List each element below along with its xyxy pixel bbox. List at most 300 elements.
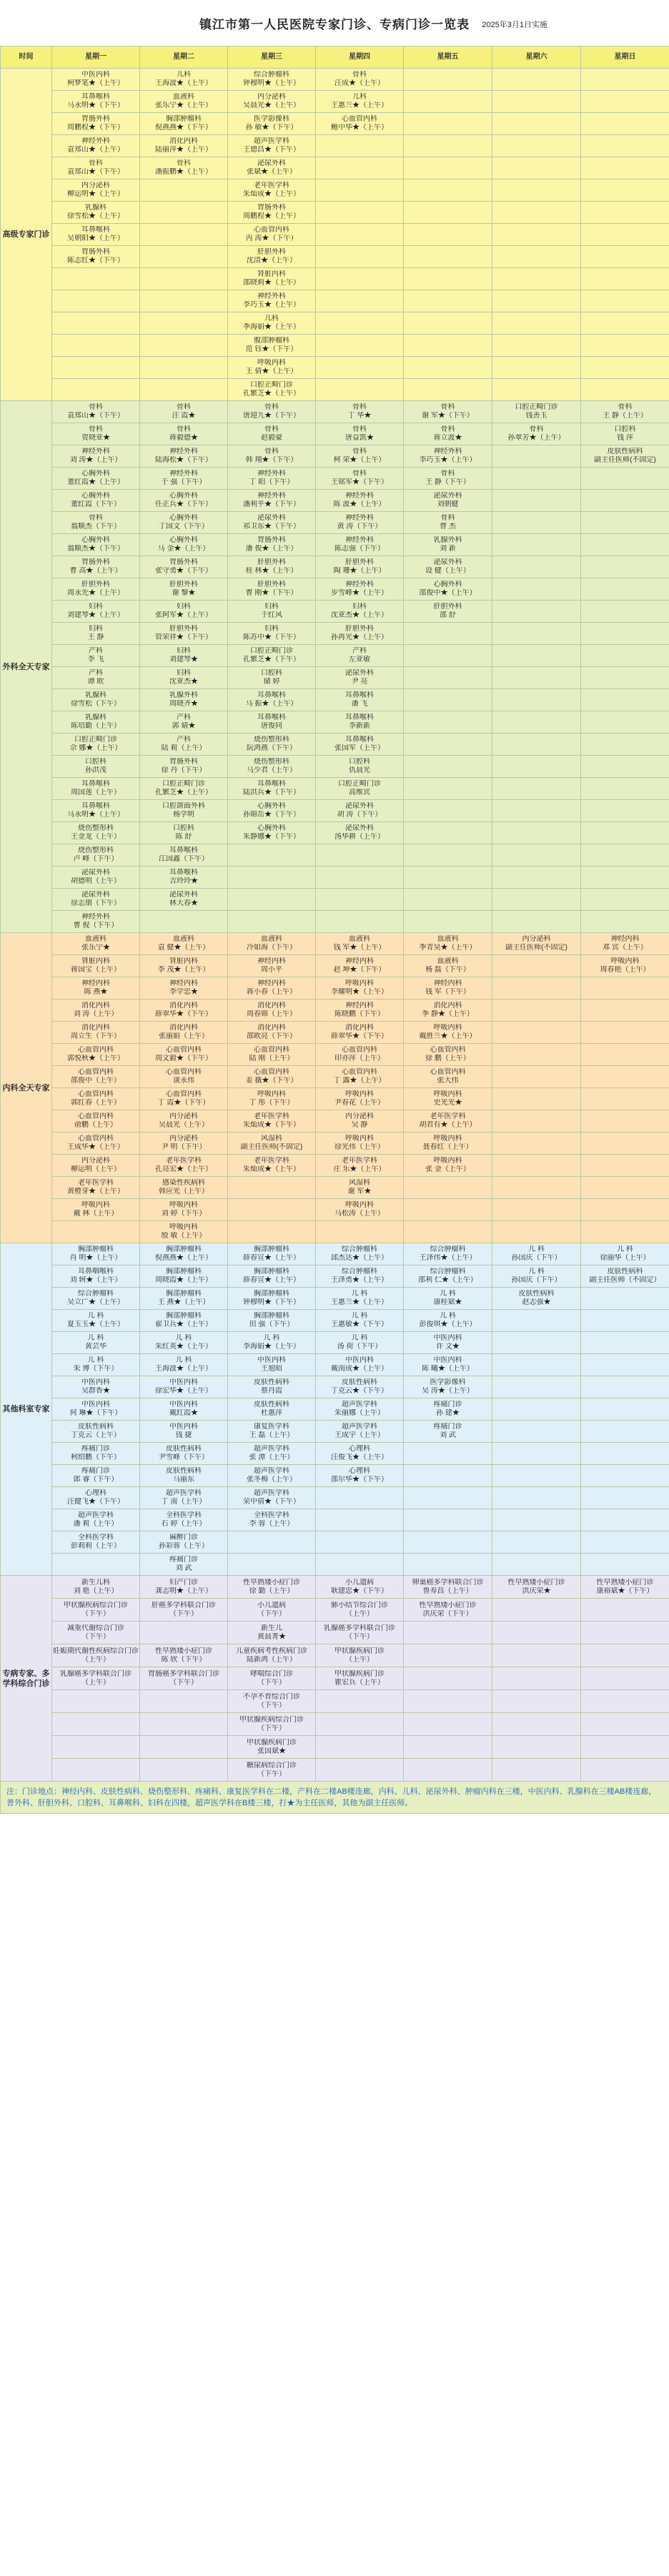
department-name: 超声医学科 — [254, 1467, 289, 1475]
department-name: 肝胆外科 — [345, 558, 374, 566]
department-name: 乳腺癌多学科联合门诊 — [324, 1624, 395, 1632]
department-name: 胃肠外科 — [81, 558, 110, 566]
department-name: 皮肤性病科 — [518, 1290, 555, 1298]
schedule-cell — [492, 91, 581, 113]
doctor-name: 李耀明★（上午） — [331, 988, 388, 996]
schedule-cell — [228, 1110, 316, 1132]
department-name: 烧伤整形科 — [78, 824, 114, 832]
schedule-cell — [492, 69, 581, 91]
schedule-cell — [140, 800, 228, 822]
department-name: 胸部肿瘤科 — [166, 115, 202, 123]
doctor-name: 倪燕燕★（下午） — [155, 124, 212, 132]
department-name: 心血管内科 — [342, 1068, 377, 1076]
doctor-name: 夏玉玉★（上午） — [67, 1321, 124, 1328]
schedule-cell — [492, 113, 581, 135]
doctor-name: （上午） — [81, 1678, 110, 1687]
schedule-cell — [581, 445, 669, 468]
doctor-name: 韩应光（上午） — [159, 1188, 209, 1195]
schedule-cell — [140, 1398, 228, 1421]
doctor-name: 刘建琴★ — [169, 656, 198, 663]
note-row — [1, 1782, 669, 1814]
schedule-cell — [228, 290, 316, 312]
schedule-cell — [52, 734, 140, 756]
department-name: 神经外科 — [81, 913, 110, 921]
schedule-cell — [404, 1155, 492, 1177]
department-name: 胸部肿瘤科 — [254, 1290, 289, 1298]
table-row — [1, 290, 669, 312]
schedule-cell — [581, 623, 669, 645]
schedule-cell — [581, 1576, 669, 1599]
table-row — [1, 1465, 669, 1487]
schedule-cell — [404, 224, 492, 246]
schedule-cell — [228, 1000, 316, 1022]
schedule-cell — [492, 534, 581, 556]
schedule-cell — [52, 578, 140, 601]
department-name: 老年医学科 — [254, 1112, 289, 1120]
department-name: 骨科 — [529, 425, 544, 433]
department-name: 糖尿病综合门诊 — [247, 1761, 297, 1770]
doctor-name: （下午） — [257, 1701, 286, 1709]
doctor-name: 谈永伟 — [173, 1077, 194, 1085]
department-name: 新生儿 — [261, 1624, 282, 1632]
doctor-name: 周春锦（上午） — [247, 1010, 297, 1018]
doctor-name: 步雪峰★（上午） — [331, 589, 388, 597]
doctor-name: 副主任医师(不固定) — [240, 1143, 303, 1151]
doctor-name: 朱灿成★（上午） — [243, 190, 300, 198]
schedule-cell — [581, 1288, 669, 1310]
schedule-cell — [140, 445, 228, 468]
schedule-cell — [581, 667, 669, 689]
table-row — [1, 1066, 669, 1088]
schedule-cell — [404, 667, 492, 689]
department-name: 呼吸内科 — [433, 1090, 462, 1098]
schedule-cell — [140, 1288, 228, 1310]
schedule-cell — [404, 202, 492, 224]
schedule-cell — [140, 1110, 228, 1132]
doctor-name: 贺晓亚★ — [81, 434, 110, 442]
schedule-cell — [492, 1509, 581, 1531]
schedule-cell — [52, 312, 140, 335]
department-name: 胸部肿瘤科 — [166, 1268, 202, 1275]
schedule-cell — [140, 911, 228, 933]
department-name: 乳腺科 — [85, 204, 106, 212]
department-name: 康复医学科 — [254, 1423, 289, 1431]
department-name: 乳腺外科 — [169, 691, 198, 699]
schedule-cell — [52, 357, 140, 379]
department-name: 消化内科 — [345, 1024, 374, 1032]
schedule-cell — [52, 822, 140, 844]
schedule-cell — [316, 1667, 404, 1690]
schedule-cell — [228, 756, 316, 778]
doctor-name: 王金龙（上午） — [71, 833, 121, 841]
schedule-cell — [316, 911, 404, 933]
schedule-cell — [404, 335, 492, 357]
schedule-cell — [492, 822, 581, 844]
schedule-cell — [316, 711, 404, 734]
schedule-cell — [228, 933, 316, 955]
schedule-cell — [140, 756, 228, 778]
department-name: 烧伤整形科 — [78, 847, 114, 854]
doctor-name: 王惠敏★（下午） — [331, 1321, 388, 1328]
schedule-cell — [316, 91, 404, 113]
department-name: 疼痛门诊 — [433, 1401, 462, 1408]
department-name: 胸部肿瘤科 — [254, 1268, 289, 1275]
department-name: 超声医学科 — [78, 1511, 114, 1519]
schedule-cell — [52, 1155, 140, 1177]
department-name: 神经外科 — [345, 492, 374, 500]
schedule-cell — [316, 734, 404, 756]
table-row — [1, 711, 669, 734]
column-header: 星期二 — [140, 46, 228, 69]
doctor-name: 孔繁芝★（上午） — [155, 789, 212, 796]
department-name: 儿科 — [177, 71, 191, 79]
schedule-cell — [316, 379, 404, 401]
schedule-cell — [228, 69, 316, 91]
schedule-cell — [581, 1265, 669, 1288]
schedule-cell — [404, 157, 492, 179]
department-name: 耳鼻喉科 — [345, 691, 374, 699]
schedule-cell — [228, 800, 316, 822]
schedule-cell — [581, 290, 669, 312]
doctor-name: 阮鸿燕（下午） — [247, 744, 297, 752]
schedule-cell — [492, 512, 581, 534]
doctor-name: 谢 黎★ — [172, 589, 196, 597]
doctor-name: 刘 武 — [175, 1564, 192, 1572]
table-row — [1, 778, 669, 800]
doctor-name: 薛春宣★（上午） — [243, 1254, 300, 1262]
schedule-cell — [140, 335, 228, 357]
schedule-cell — [316, 157, 404, 179]
schedule-cell — [316, 1509, 404, 1531]
department-name: 耳鼻喉科 — [81, 802, 110, 810]
schedule-cell — [404, 1398, 492, 1421]
department-name: 妇科 — [352, 603, 367, 611]
table-row — [1, 977, 669, 1000]
schedule-cell — [316, 800, 404, 822]
doctor-name: 杜惠萍 — [261, 1409, 282, 1417]
schedule-cell — [52, 1644, 140, 1667]
doctor-name: 孙锦岳★（下午） — [243, 811, 300, 819]
department-name: 儿 科 — [440, 1290, 456, 1298]
department-name: 泌尿外科 — [169, 891, 198, 899]
schedule-cell — [404, 268, 492, 290]
doctor-name: 王旭昭 — [261, 1365, 282, 1373]
schedule-cell — [404, 578, 492, 601]
schedule-cell — [492, 977, 581, 1000]
schedule-cell — [492, 1221, 581, 1243]
schedule-cell — [581, 1044, 669, 1066]
schedule-cell — [404, 1421, 492, 1443]
doctor-name: 邵俊中（上午） — [71, 1077, 121, 1085]
doctor-name: 蒋国宝（上午） — [71, 966, 121, 974]
department-name: 骨科 — [264, 448, 279, 455]
schedule-cell — [581, 1713, 669, 1736]
schedule-cell — [316, 490, 404, 512]
doctor-name: 薛翠华★（下午） — [331, 1032, 388, 1040]
department-name: 神经内科 — [257, 979, 286, 987]
schedule-cell — [316, 756, 404, 778]
schedule-cell — [492, 135, 581, 157]
doctor-name: 周文毅★（下午） — [155, 1055, 212, 1062]
table-row — [1, 1736, 669, 1759]
schedule-cell — [492, 756, 581, 778]
doctor-name: 李巧玉★（上午） — [419, 456, 477, 464]
table-row — [1, 1421, 669, 1443]
doctor-name: 钱 军★（上午） — [333, 944, 386, 952]
department-name: 耳鼻喉科 — [257, 714, 286, 721]
department-name: 肝癌多学科联合门诊 — [152, 1601, 216, 1609]
doctor-name: 董红霞（下午） — [71, 500, 121, 508]
schedule-cell — [404, 889, 492, 911]
department-name: 疼痛门诊 — [169, 1556, 198, 1564]
schedule-cell — [492, 1243, 581, 1265]
schedule-cell — [581, 1554, 669, 1576]
department-name: 消化内科 — [433, 1002, 462, 1010]
schedule-cell — [404, 711, 492, 734]
schedule-cell — [492, 955, 581, 977]
department-name: 泌尿外科 — [345, 669, 374, 677]
schedule-cell — [404, 1644, 492, 1667]
schedule-cell — [581, 1022, 669, 1044]
doctor-name: 周小平 — [261, 966, 282, 974]
doctor-name: 江国鑫（下午） — [159, 855, 209, 863]
schedule-cell — [404, 1667, 492, 1690]
table-row — [1, 1044, 669, 1066]
schedule-cell — [581, 955, 669, 977]
doctor-name: （下午） — [169, 1609, 198, 1618]
schedule-cell — [228, 1177, 316, 1199]
schedule-cell — [228, 179, 316, 202]
doctor-name: 潘 莉（上午） — [73, 1520, 119, 1528]
schedule-cell — [316, 1736, 404, 1759]
schedule-cell — [404, 1310, 492, 1332]
schedule-cell — [52, 1509, 140, 1531]
doctor-name: 副主任医师(不固定) — [594, 456, 656, 464]
schedule-cell — [404, 977, 492, 1000]
doctor-name: 张斌★（上午） — [247, 168, 297, 176]
table-row — [1, 911, 669, 933]
schedule-cell — [492, 1554, 581, 1576]
department-name: 消化内科 — [257, 1002, 286, 1010]
schedule-cell — [140, 1066, 228, 1088]
doctor-name: 张 潭（上午） — [249, 1454, 294, 1461]
department-name: 骨科 — [352, 403, 367, 411]
schedule-cell — [316, 1599, 404, 1622]
department-name: 综合肿瘤科 — [430, 1268, 466, 1275]
department-name: 耳鼻喉科 — [257, 691, 286, 699]
doctor-name: 季海娟★（上午） — [243, 323, 300, 331]
schedule-cell — [52, 645, 140, 667]
schedule-cell — [492, 623, 581, 645]
department-name: 心血管内科 — [166, 1068, 202, 1076]
schedule-cell — [492, 379, 581, 401]
department-name: 呼吸内科 — [257, 1090, 286, 1098]
schedule-cell — [316, 69, 404, 91]
schedule-cell — [581, 1509, 669, 1531]
schedule-cell — [492, 1576, 581, 1599]
doctor-name: 洪庆荣★ — [522, 1586, 551, 1595]
department-name: 口腔正畸门诊 — [250, 381, 293, 389]
schedule-cell — [140, 1354, 228, 1376]
schedule-cell — [581, 468, 669, 490]
doctor-name: 肖 明★（上午） — [69, 1254, 122, 1262]
schedule-cell — [140, 623, 228, 645]
schedule-cell — [228, 1022, 316, 1044]
schedule-cell — [228, 1487, 316, 1509]
schedule-cell — [316, 1398, 404, 1421]
department-name: 肝胆外科 — [257, 248, 286, 256]
schedule-cell — [52, 379, 140, 401]
department-name: 神经内科 — [257, 957, 286, 965]
department-name: 耳鼻喉科 — [169, 869, 198, 877]
department-name: 儿科 — [264, 315, 279, 322]
schedule-cell — [581, 246, 669, 268]
department-name: 甲状腺疾病门诊 — [247, 1738, 297, 1747]
schedule-cell — [492, 1199, 581, 1221]
doctor-name: 张大伟 — [437, 1077, 459, 1085]
doctor-name: 孔亮宏★（上午） — [155, 1165, 212, 1173]
schedule-cell — [581, 224, 669, 246]
table-row — [1, 867, 669, 889]
doctor-name: 赵志强★ — [522, 1298, 551, 1306]
doctor-name: 王 静 — [87, 633, 104, 641]
doctor-name: 丁 霞★（下午） — [157, 1099, 210, 1107]
doctor-name: 柯 荣★（上午） — [333, 456, 386, 464]
schedule-cell — [140, 423, 228, 445]
department-name: 肝胆外科 — [257, 558, 286, 566]
schedule-cell — [140, 1000, 228, 1022]
doctor-name: 唐俊同 — [261, 722, 282, 730]
schedule-cell — [581, 69, 669, 91]
doctor-name: 尹春花（上午） — [334, 1099, 385, 1107]
schedule-cell — [492, 1177, 581, 1199]
schedule-cell — [52, 1044, 140, 1066]
schedule-cell — [316, 667, 404, 689]
doctor-name: 丁 露★（上午） — [333, 1077, 386, 1085]
doctor-name: 孔繁芝★（上午） — [243, 390, 300, 398]
department-name: 肝胆外科 — [169, 625, 198, 633]
schedule-cell — [140, 1421, 228, 1443]
schedule-cell — [492, 1690, 581, 1713]
department-name: 血液科 — [437, 935, 459, 943]
schedule-cell — [404, 1288, 492, 1310]
doctor-name: 周鹏程★（上午） — [243, 212, 300, 220]
schedule-cell — [228, 1310, 316, 1332]
schedule-cell — [581, 202, 669, 224]
schedule-cell — [140, 601, 228, 623]
doctor-name: 陈培勤（上午） — [71, 722, 121, 730]
schedule-cell — [228, 689, 316, 711]
schedule-cell — [404, 1736, 492, 1759]
doctor-name: 周永先★（上午） — [67, 589, 124, 597]
schedule-cell — [316, 1265, 404, 1288]
schedule-cell — [228, 1243, 316, 1265]
schedule-cell — [492, 357, 581, 379]
table-row — [1, 1000, 669, 1022]
doctor-name: 邵俊中★（上午） — [419, 589, 477, 597]
doctor-name: 陆洪兵★（下午） — [243, 789, 300, 796]
schedule-cell — [492, 1288, 581, 1310]
schedule-cell — [52, 1759, 140, 1782]
doctor-name: （下午） — [81, 1632, 110, 1641]
schedule-cell — [52, 1376, 140, 1398]
doctor-name: 翁顺杰★（下午） — [67, 545, 124, 553]
department-name: 呼吸内科 — [169, 1223, 198, 1231]
doctor-name: （下午） — [169, 1678, 198, 1687]
table-row — [1, 179, 669, 202]
doctor-name: 王惠兰★（上午） — [331, 1298, 388, 1306]
schedule-cell — [492, 734, 581, 756]
doctor-name: 尹 亮 — [351, 678, 368, 686]
schedule-cell — [581, 1398, 669, 1421]
schedule-cell — [492, 711, 581, 734]
doctor-name: 黄橙芽★（上午） — [67, 1188, 124, 1195]
department-name: 骨科 — [352, 448, 367, 455]
doctor-name: 唐益凯★ — [345, 434, 374, 442]
schedule-cell — [316, 113, 404, 135]
department-name: 乳腺癌多学科联合门诊 — [60, 1669, 132, 1678]
schedule-cell — [228, 1736, 316, 1759]
department-name: 血液科 — [173, 935, 194, 943]
department-name: 儿 科 — [175, 1356, 192, 1364]
schedule-cell — [404, 1376, 492, 1398]
department-name: 骨科 — [352, 71, 367, 79]
doctor-name: 戴胜兰★（上午） — [419, 1032, 477, 1040]
doctor-name: 殷 敏（上午） — [161, 1232, 207, 1240]
department-name: 神经内科 — [169, 979, 198, 987]
schedule-cell — [140, 689, 228, 711]
schedule-cell — [228, 468, 316, 490]
schedule-cell — [316, 601, 404, 623]
department-name: 消化内科 — [81, 1024, 110, 1032]
schedule-cell — [316, 844, 404, 867]
schedule-cell — [228, 1443, 316, 1465]
schedule-cell — [316, 1332, 404, 1354]
department-name: 呼吸内科 — [433, 1157, 462, 1165]
doctor-name: 戴 林（上午） — [73, 1210, 119, 1218]
doctor-name: 彭俊琪★（上午） — [419, 1321, 477, 1328]
department-name: 内分泌科 — [169, 1112, 198, 1120]
schedule-cell — [316, 1000, 404, 1022]
schedule-cell — [228, 1199, 316, 1221]
doctor-name: 孙 建★ — [436, 1409, 460, 1417]
schedule-cell — [581, 977, 669, 1000]
department-name: 甲状腺疾病门诊 — [334, 1647, 385, 1655]
doctor-name: 丁 南（上午） — [161, 1498, 207, 1506]
schedule-cell — [404, 645, 492, 667]
schedule-cell — [404, 534, 492, 556]
department-name: 妇科 — [264, 603, 279, 611]
doctor-name: 钱 军（下午） — [425, 988, 470, 996]
schedule-cell — [316, 445, 404, 468]
department-name: 心胸外科 — [257, 824, 286, 832]
doctor-name: 周立生（下午） — [71, 1032, 121, 1040]
department-name: 肝胆外科 — [345, 625, 374, 633]
schedule-cell — [52, 445, 140, 468]
department-name: 风湿科 — [261, 1135, 282, 1143]
schedule-cell — [492, 1132, 581, 1155]
doctor-name: 胡德明（上午） — [71, 877, 121, 885]
schedule-cell — [140, 889, 228, 911]
doctor-name: 吴晨光（上午） — [159, 1121, 209, 1129]
schedule-cell — [52, 1690, 140, 1713]
table-row — [1, 1310, 669, 1332]
doctor-name: 钟穆明★（上午） — [243, 79, 300, 87]
schedule-cell — [492, 1759, 581, 1782]
schedule-cell — [404, 955, 492, 977]
schedule-cell — [404, 1044, 492, 1066]
department-name: 骨科 — [264, 403, 279, 411]
